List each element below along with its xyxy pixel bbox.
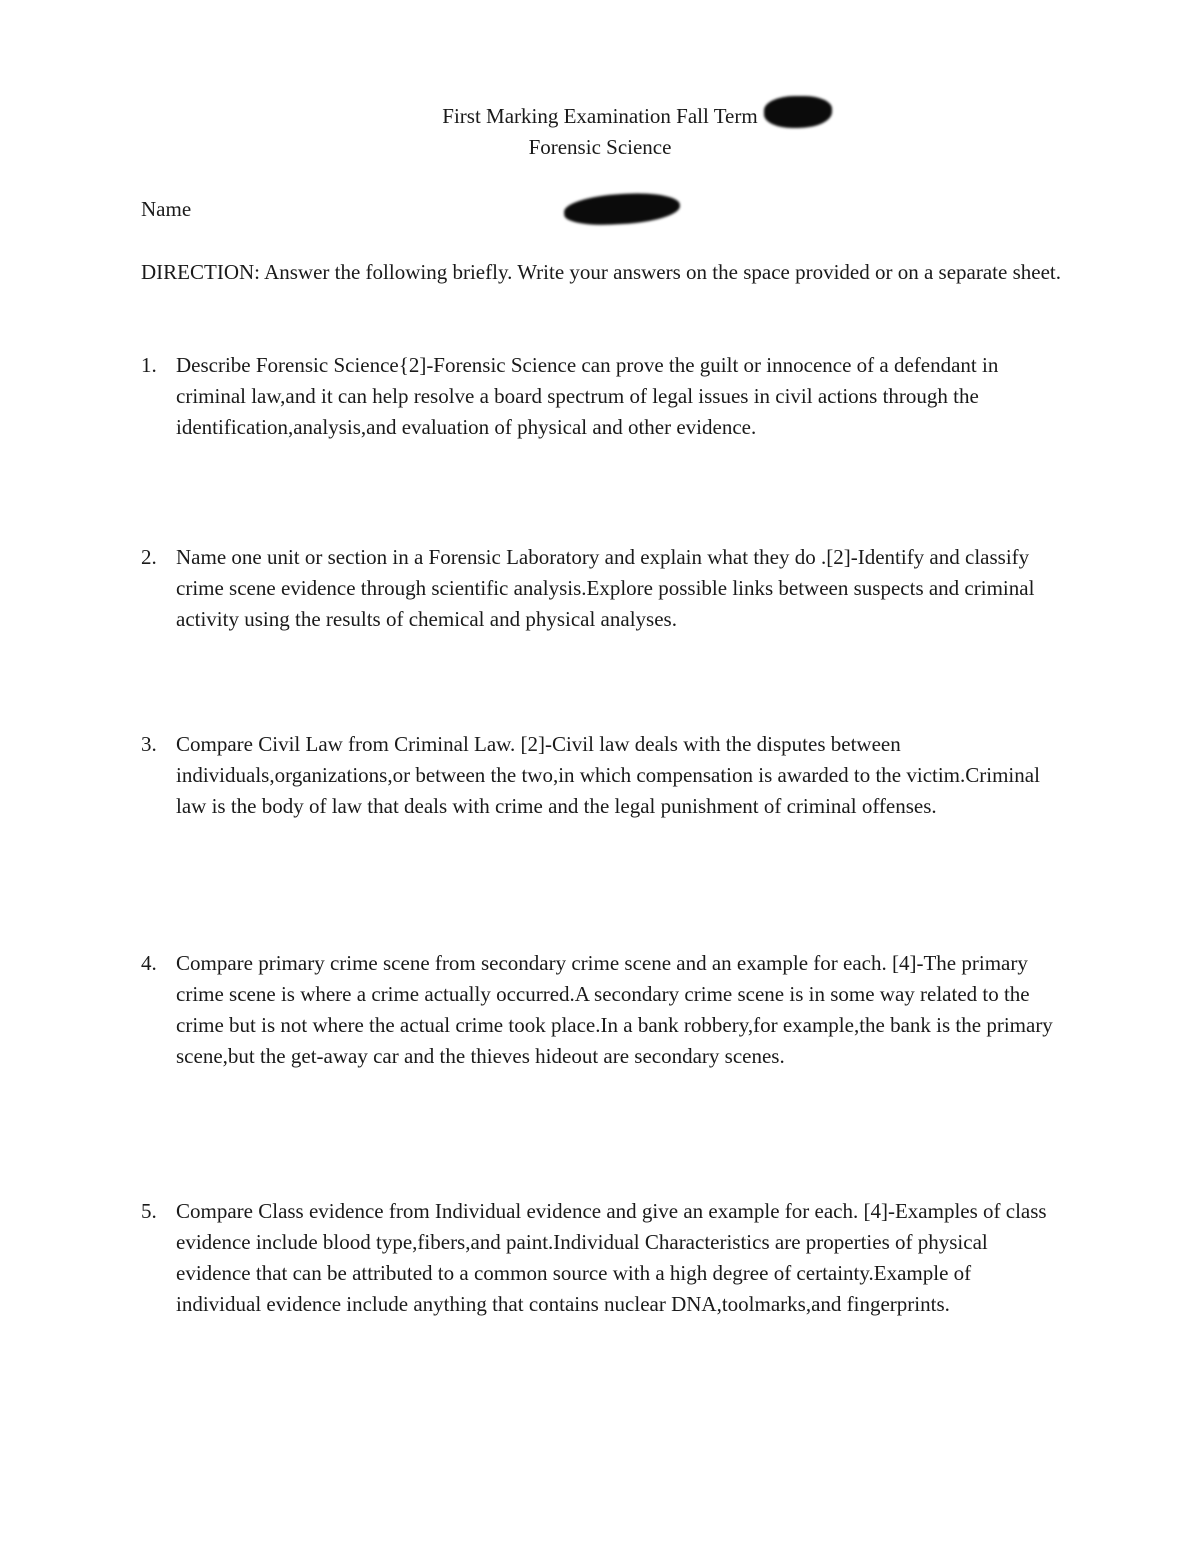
question-number: 3. <box>141 732 157 756</box>
exam-title: First Marking Examination Fall Term <box>442 104 758 128</box>
question-5 <box>141 1196 1061 1320</box>
exam-title-line <box>0 102 1200 130</box>
exam-subject: Forensic Science <box>528 135 672 159</box>
question-number: 5. <box>141 1199 157 1223</box>
redaction-mark-name <box>563 191 680 227</box>
directions-text: DIRECTION: Answer the following briefly. Write your answers on the space provided or on a separate sheet. <box>141 260 1061 284</box>
question-3 <box>141 729 1061 822</box>
question-answer-text: Describe Forensic Science{2]-Forensic Science can prove the guilt or innocence of a defendant in criminal law,and it can help resolve a board spectrum of legal issues in civil actions through the identification,analysis,and evaluation of physical and other evidence. <box>176 353 999 439</box>
redaction-mark-term <box>764 96 832 128</box>
question-number: 4. <box>141 951 157 975</box>
question-answer-text: Compare Class evidence from Individual evidence and give an example for each. [4]-Examples of class evidence include blood type,fibers,and paint.Individual Characteristics are properties of physical evidence that can be attributed to a common source with a high degree of certainty.Example of individual evidence include anything that contains nuclear DNA,toolmarks,and fingerprints. <box>176 1199 1047 1316</box>
question-answer-text: Compare primary crime scene from secondary crime scene and an example for each. [4]-The primary crime scene is where a crime actually occurred.A secondary crime scene is in some way related to the crime but is not where the actual crime took place.In a bank robbery,for example,the bank is the primary scene,but the get-away car and the thieves hideout are secondary scenes. <box>176 951 1053 1068</box>
question-4 <box>141 948 1061 1072</box>
name-label: Name <box>141 197 192 221</box>
exam-title-wrap <box>442 102 757 130</box>
question-2 <box>141 542 1061 635</box>
question-answer-text: Name one unit or section in a Forensic Laboratory and explain what they do .[2]-Identify and classify crime scene evidence through scientific analysis.Explore possible links between suspects and criminal activity using the results of chemical and physical analyses. <box>176 545 1035 631</box>
question-answer-text: Compare Civil Law from Criminal Law. [2]-Civil law deals with the disputes between individuals,organizations,or between the two,in which compensation is awarded to the victim.Criminal law is the body of law that deals with crime and the legal punishment of criminal offenses. <box>176 732 1040 818</box>
question-1 <box>141 350 1061 443</box>
question-number: 2. <box>141 545 157 569</box>
question-number: 1. <box>141 353 157 377</box>
